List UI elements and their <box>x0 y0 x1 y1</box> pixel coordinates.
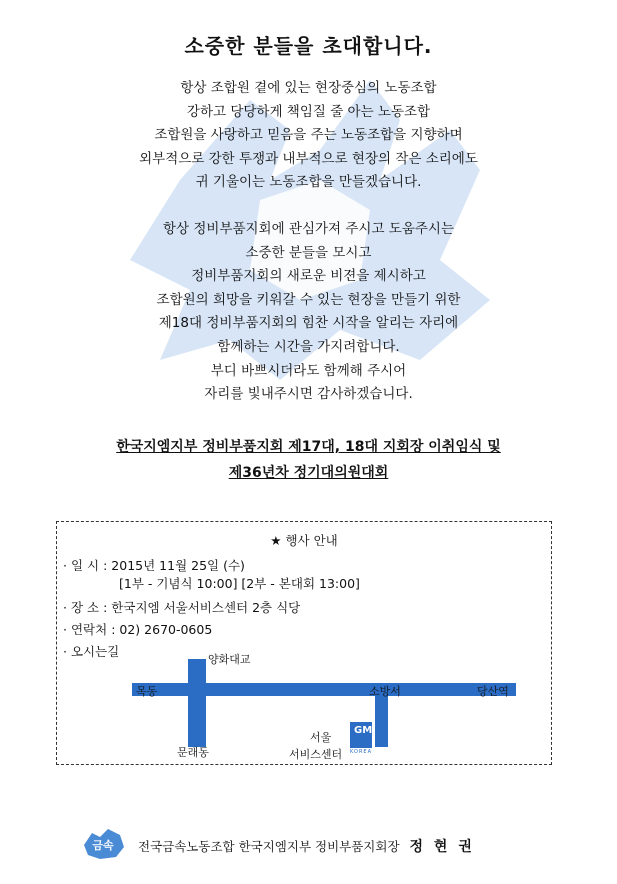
gm-logo-text: GM <box>354 725 373 736</box>
event-schedule: [1부 - 기념식 10:00] [2부 - 본대회 13:00] <box>119 576 360 591</box>
event-contact-row: · 연락처 : 02) 2670-0605 <box>63 622 213 637</box>
map-label-service-center-2: 서비스센터 <box>289 748 343 761</box>
footer <box>80 833 600 859</box>
map-label-yanghwa: 양화대교 <box>208 653 251 666</box>
paragraph-intro <box>0 77 617 195</box>
map-label-dangsanyeok: 당산역 <box>477 685 509 698</box>
paragraph-line: 조합원을 사랑하고 믿음을 주는 노동조합을 지향하며 <box>154 127 463 144</box>
event-contact-value: 02) 2670-0605 <box>119 622 213 637</box>
paragraph-line: 부디 바쁘시더라도 함께해 주시어 <box>210 362 407 379</box>
paragraph-line: 자리를 빛내주시면 감사하겠습니다. <box>204 386 413 403</box>
event-info-box <box>56 521 552 765</box>
paragraph-line: 항상 조합원 곁에 있는 현장중심의 노동조합 <box>180 80 437 96</box>
kmwu-logo-icon <box>80 827 126 861</box>
paragraph-invitation <box>0 218 617 407</box>
event-info-title: ★ 행사 안내 <box>270 533 338 548</box>
paragraph-line: 강하고 당당하게 책임질 줄 아는 노동조합 <box>186 103 431 120</box>
paragraph-line: 귀 기울이는 노동조합을 만들겠습니다. <box>195 174 422 191</box>
gm-korea-text: KOREA <box>350 749 372 755</box>
road-yanghwa <box>188 659 206 747</box>
event-headline <box>0 434 617 486</box>
footer-name: 정 현 권 <box>409 839 475 855</box>
headline-line: 한국지엠지부 정비부품지회 제17대, 18대 지회장 이취임식 및 <box>116 439 501 455</box>
event-directions-label: · 오시는길 <box>63 644 120 659</box>
event-contact-label: · 연락처 <box>63 622 108 637</box>
page-title: 소중한 분들을 초대합니다. <box>184 34 433 58</box>
event-place-value: 한국지엠 서울서비스센터 2층 식당 <box>111 600 301 615</box>
map-label-sobangseo: 소방서 <box>369 685 401 698</box>
event-date-value: 2015년 11월 25일 (수) <box>111 558 245 573</box>
paragraph-line: 외부적으로 강한 투쟁과 내부적으로 현장의 작은 소리에도 <box>139 150 478 167</box>
logo-text: 금속 <box>92 839 114 852</box>
event-date-label: · 일 시 <box>63 558 100 573</box>
paragraph-line: 소중한 분들을 모시고 <box>245 244 372 261</box>
footer-signature <box>138 836 475 856</box>
paragraph-line: 정비부품지회의 새로운 비젼을 제시하고 <box>191 268 426 285</box>
event-place-label: · 장 소 <box>63 600 100 615</box>
headline-line: 제36년차 정기대의원대회 <box>228 465 389 481</box>
paragraph-line: 함께하는 시간을 가지려합니다. <box>217 338 400 355</box>
paragraph-line: 항상 정비부품지회에 관심가져 주시고 도움주시는 <box>162 221 455 237</box>
event-place-row: · 장 소 : 한국지엠 서울서비스센터 2층 식당 <box>63 600 301 615</box>
directions-map <box>57 522 553 766</box>
paragraph-line: 제18대 정비부품지회의 힘찬 시작을 알리는 자리에 <box>158 315 459 332</box>
map-label-mokdong: 목동 <box>136 685 158 698</box>
footer-org: 전국금속노동조합 한국지엠지부 정비부품지회장 <box>138 839 400 854</box>
map-label-munraedong: 문래동 <box>177 746 209 759</box>
event-date-row: · 일 시 : 2015년 11월 25일 (수) <box>63 558 245 573</box>
paragraph-line: 조합원의 희망을 키워갈 수 있는 현장을 만들기 위한 <box>156 291 461 308</box>
map-label-service-center: 서울 <box>310 731 332 744</box>
